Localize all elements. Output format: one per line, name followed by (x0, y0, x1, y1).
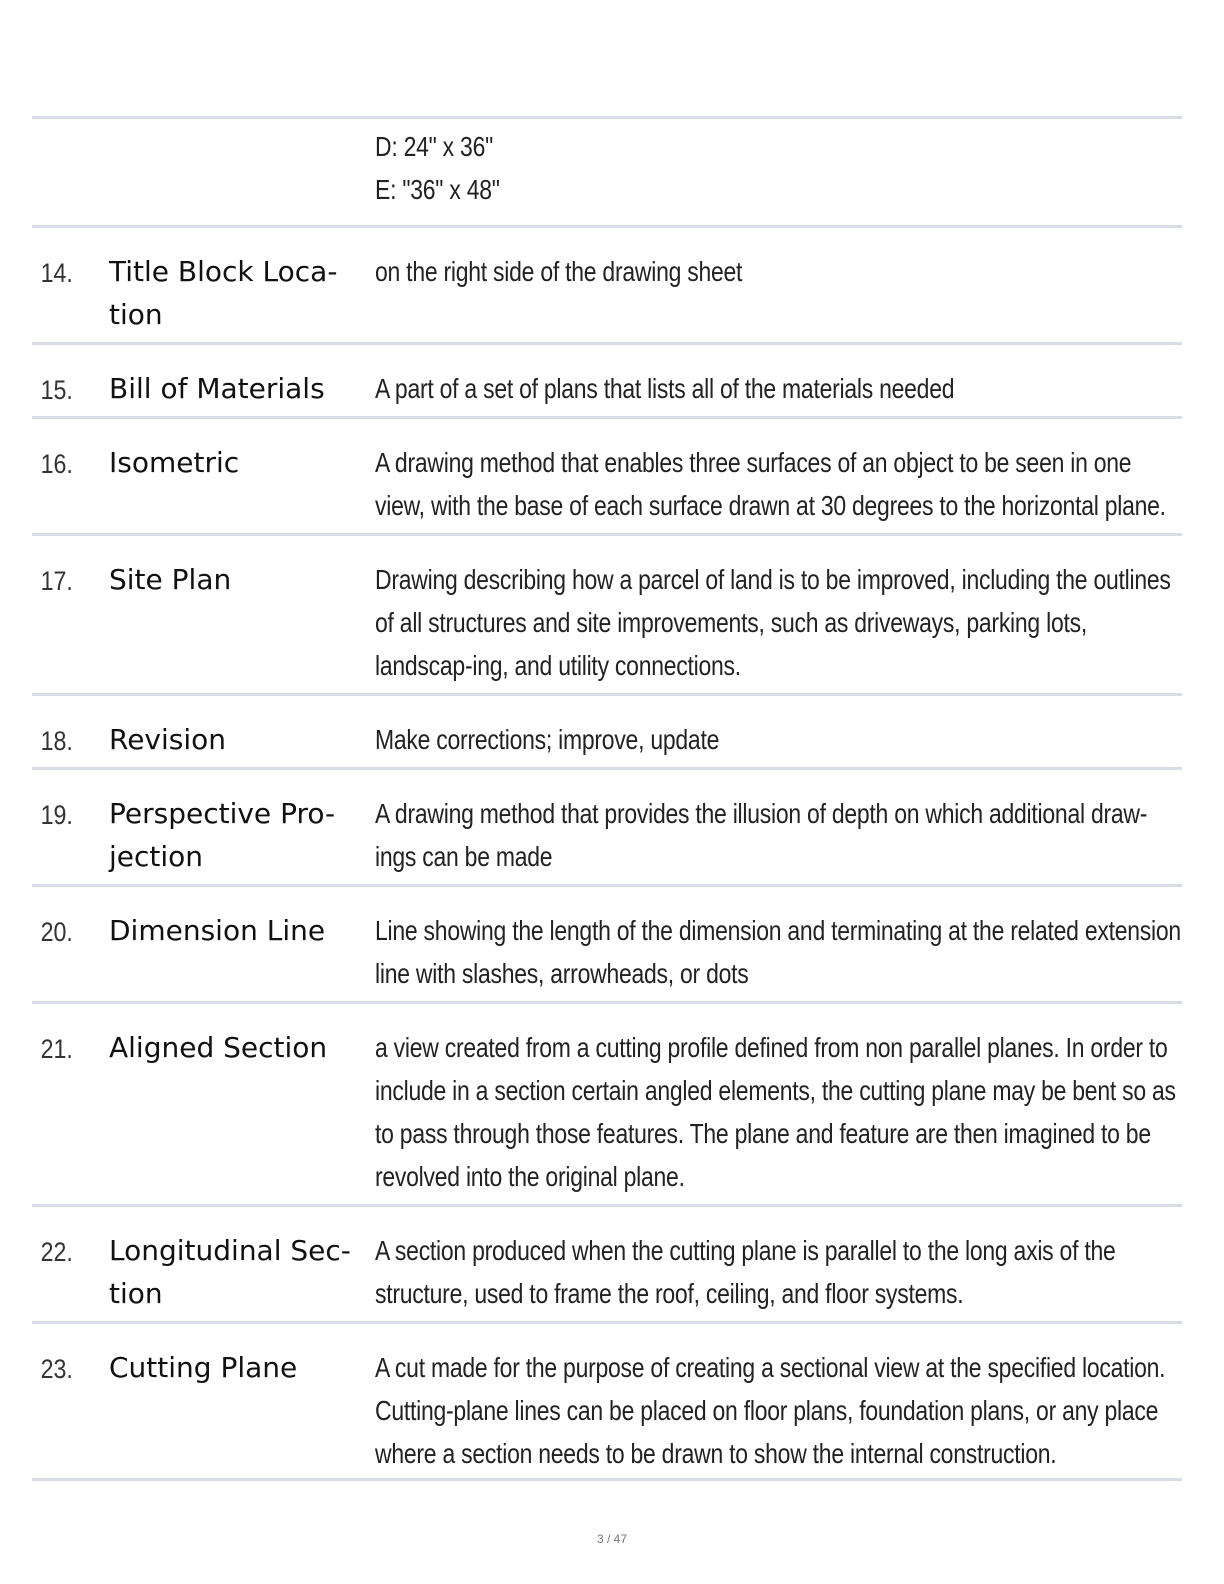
row-term: Aligned Section (109, 1031, 328, 1064)
row-term: Bill of Materials (109, 372, 325, 405)
definition-text: on the right side of the drawing sheet (375, 256, 743, 287)
row-definition (375, 345, 1182, 416)
row-definition (375, 770, 1182, 884)
row-definition (375, 696, 1182, 767)
row-definition (375, 536, 1182, 693)
glossary-row (32, 533, 1182, 693)
row-number: 15. (40, 375, 73, 405)
definition-text: Line showing the length of the dimension and terminating at the related extension line with slashes, arrowheads, or dots (375, 915, 1181, 989)
row-term: Revision (109, 723, 227, 756)
glossary-row (32, 1204, 1182, 1321)
size-line-d: D: 24" x 36" (375, 131, 494, 162)
row-number: 17. (40, 566, 73, 596)
glossary-row (32, 225, 1182, 342)
row-number: 20. (40, 917, 73, 947)
row-number (32, 119, 98, 225)
glossary-row (32, 884, 1182, 1001)
row-definition (375, 1324, 1182, 1478)
row-definition (375, 419, 1182, 533)
row-number: 14. (40, 258, 73, 288)
row-number: 16. (40, 449, 73, 479)
definition-text: A drawing method that provides the illusion of depth on which additional draw-ings can be made (375, 798, 1148, 872)
glossary-row (32, 1001, 1182, 1204)
row-definition (375, 119, 1182, 225)
definition-text: A drawing method that enables three surfaces of an object to be seen in one view, with the base of each surface drawn at 30 degrees to the horizontal plane. (375, 447, 1166, 521)
row-definition (375, 1207, 1182, 1321)
page-number: 3 / 47 (596, 1532, 628, 1546)
row-term (109, 119, 375, 225)
row-term: Longitudinal Sec- tion (109, 1234, 351, 1310)
row-term: Isometric (109, 446, 240, 479)
definition-text: a view created from a cutting profile defined from non parallel planes. In order to include in a section certain angled elements, the cutting plane may be bent so as to pass through those features. The plane and feature are then imagined to be revolved into the original plane. (375, 1032, 1176, 1192)
row-definition (375, 1004, 1182, 1204)
row-number: 21. (40, 1034, 73, 1064)
row-term: Dimension Line (109, 914, 326, 947)
row-term: Perspective Pro- jection (109, 797, 336, 873)
definition-text: A section produced when the cutting plane is parallel to the long axis of the structure, used to frame the roof, ceiling, and floor systems. (375, 1235, 1116, 1309)
continuation-row (32, 116, 1182, 225)
row-number: 19. (40, 800, 73, 830)
row-definition (375, 887, 1182, 1001)
glossary-table (32, 116, 1182, 1481)
glossary-row (32, 416, 1182, 533)
size-line-e: E: "36" x 48" (375, 174, 500, 205)
row-term: Site Plan (109, 563, 232, 596)
row-term: Cutting Plane (109, 1351, 298, 1384)
row-term: Title Block Loca- tion (109, 255, 338, 331)
glossary-row (32, 767, 1182, 884)
definition-text: A part of a set of plans that lists all of the materials needed (375, 373, 955, 404)
glossary-row (32, 1321, 1182, 1481)
row-number: 18. (40, 726, 73, 756)
row-number: 23. (40, 1354, 73, 1384)
glossary-row (32, 693, 1182, 767)
row-number: 22. (40, 1237, 73, 1267)
row-definition (375, 228, 1182, 342)
glossary-row (32, 342, 1182, 416)
definition-text: Make corrections; improve, update (375, 724, 720, 755)
definition-text: Drawing describing how a parcel of land is to be improved, including the outlines of all structures and site improvements, such as driveways, parking lots, landscap-ing, and utility connections. (375, 564, 1171, 681)
definition-text: A cut made for the purpose of creating a sectional view at the specified location. Cutting-plane lines can be placed on floor plans, foundation plans, or any place where a section needs to be drawn to show the internal construction. (375, 1352, 1166, 1469)
